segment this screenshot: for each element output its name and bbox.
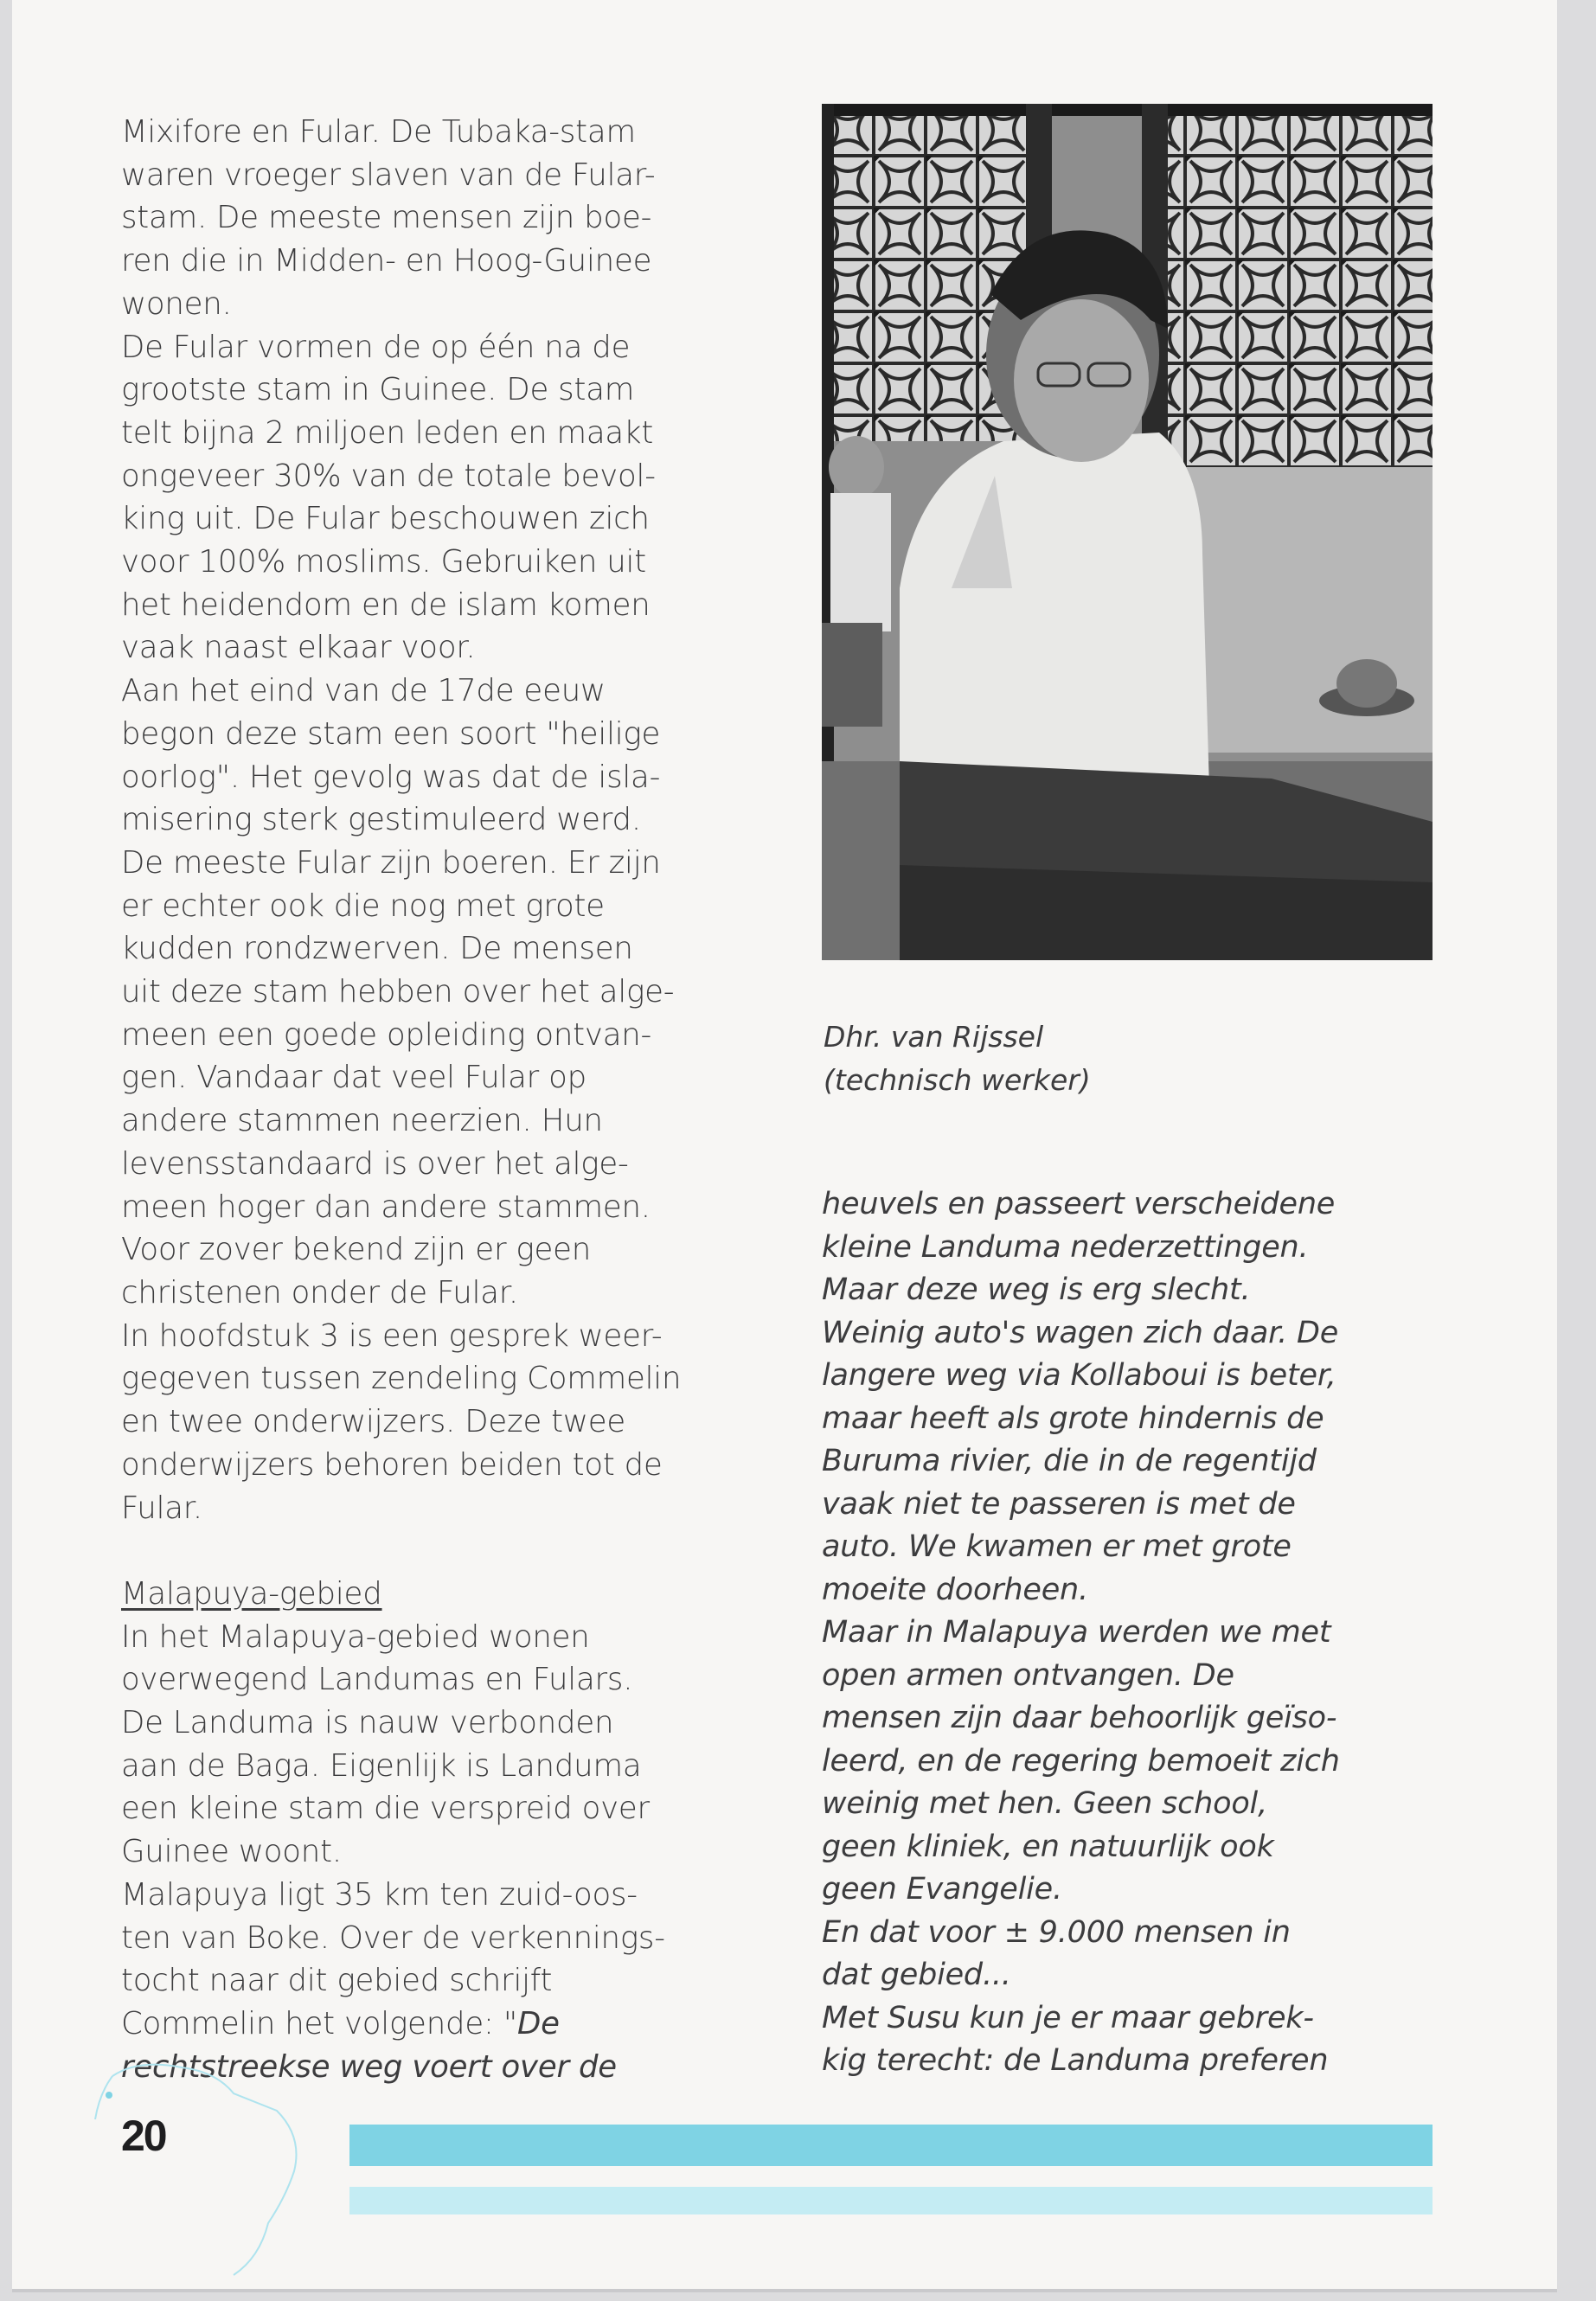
portrait-photo — [822, 104, 1433, 960]
paragraph-fular-population — [121, 326, 761, 670]
text-line: mensen zijn daar behoorlijk geïso- — [822, 1701, 1337, 1735]
text-line: begon deze stam een soort "heilige — [121, 715, 661, 752]
text-line: Buruma rivier, die in de regentijd — [822, 1444, 1317, 1478]
text-line: Met Susu kun je er maar gebrek- — [822, 2000, 1314, 2035]
text-line: Maar deze weg is erg slecht. — [822, 1272, 1251, 1307]
text-line: vaak niet te passeren is met de — [822, 1486, 1296, 1522]
text-line: meen een goede opleiding ontvan- — [121, 1016, 652, 1053]
text-line: En dat voor ± 9.000 mensen in — [822, 1914, 1291, 1950]
text-line: overwegend Landumas en Fulars. — [121, 1662, 633, 1698]
page-number: 20 — [121, 2112, 166, 2160]
section-heading: Malapuya-gebied — [121, 1575, 382, 1612]
text-line: auto. We kwamen er met grote — [822, 1529, 1292, 1564]
text-line: waren vroeger slaven van de Fular- — [121, 157, 656, 193]
text-line: levensstandaard is over het alge- — [121, 1145, 629, 1182]
caption-role: (technisch werker) — [824, 1063, 1091, 1097]
text-line: king uit. De Fular beschouwen zich — [121, 501, 650, 537]
text-line: De Fular vormen de op één na de — [121, 329, 631, 365]
text-line: heuvels en passeert verscheidene — [822, 1187, 1336, 1221]
text-line: langere weg via Kollaboui is beter, — [822, 1358, 1336, 1393]
text-line: Voor zover bekend zijn er geen — [121, 1232, 592, 1268]
text-line: open armen ontvangen. De — [822, 1657, 1234, 1693]
text-line: geen Evangelie. — [822, 1872, 1062, 1907]
paragraph-chapter-reference — [121, 1315, 761, 1530]
text-line: oorlog". Het gevolg was dat de isla- — [121, 759, 661, 795]
text-line: tocht naar dit gebied schrijft — [121, 1963, 553, 1999]
right-column-quote — [822, 1183, 1445, 2083]
text-line: Weinig auto's wagen zich daar. De — [822, 1315, 1339, 1350]
left-column-text — [121, 111, 761, 2088]
text-fragment: Commelin het volgende: " — [121, 2005, 517, 2041]
text-line: er echter ook die nog met grote — [121, 888, 605, 924]
text-line: aan de Baga. Eigenlijk is Landuma — [121, 1747, 642, 1784]
text-line: De meeste Fular zijn boeren. Er zijn — [121, 844, 661, 881]
paragraph-fular-history — [121, 670, 761, 1315]
text-line: stam. De meeste mensen zijn boe- — [121, 200, 652, 236]
text-line: wonen. — [121, 285, 232, 322]
quote-fragment: De — [516, 2005, 560, 2041]
blank-line — [121, 1529, 761, 1573]
paragraph-tribes — [121, 111, 761, 326]
text-line: ten van Boke. Over de verkennings- — [121, 1920, 665, 1956]
text-line: dat gebied... — [822, 1958, 1011, 1992]
text-line: weinig met hen. Geen school, — [822, 1786, 1267, 1821]
text-line: In het Malapuya-gebied wonen — [121, 1618, 590, 1655]
text-line: leerd, en de regering bemoeit zich — [822, 1743, 1340, 1779]
footer-light-bar — [349, 2187, 1433, 2214]
text-line: telt bijna 2 miljoen leden en maakt — [121, 414, 654, 451]
text-line: Aan het eind van de 17de eeuw — [121, 673, 606, 709]
text-line: kleine Landuma nederzettingen. — [822, 1229, 1309, 1265]
text-line: moeite doorheen. — [822, 1572, 1088, 1607]
text-line: Malapuya ligt 35 km ten zuid-oos- — [121, 1876, 638, 1913]
text-line: en twee onderwijzers. Deze twee — [121, 1404, 625, 1440]
text-line: christenen onder de Fular. — [121, 1274, 519, 1311]
africa-outline-icon — [87, 2059, 346, 2284]
footer-color-bar — [349, 2125, 1433, 2166]
text-line: De Landuma is nauw verbonden — [121, 1705, 614, 1740]
text-line: gegeven tussen zendeling Commelin — [121, 1361, 682, 1397]
photo-caption — [824, 1016, 1256, 1102]
text-line: Maar in Malapuya werden we met — [822, 1615, 1331, 1650]
quote-fragment: rechtstreekse weg voert over de — [121, 2048, 617, 2085]
text-line: grootste stam in Guinee. De stam — [121, 372, 635, 408]
text-line: maar heeft als grote hindernis de — [822, 1400, 1324, 1436]
text-line: vaak naast elkaar voor. — [121, 630, 476, 666]
text-line: andere stammen neerzien. Hun — [121, 1103, 603, 1139]
text-line: meen hoger dan andere stammen. — [121, 1189, 651, 1225]
text-line: In hoofdstuk 3 is een gesprek weer- — [121, 1317, 663, 1354]
text-line: voor 100% moslims. Gebruiken uit — [121, 544, 646, 580]
text-line: misering sterk gestimuleerd werd. — [121, 802, 641, 838]
paragraph-malapuya — [121, 1616, 761, 2089]
text-line: Guinee woont. — [121, 1834, 342, 1870]
text-line: onderwijzers behoren beiden tot de — [121, 1446, 663, 1483]
text-line: Mixifore en Fular. De Tubaka-stam — [121, 114, 636, 150]
text-line: gen. Vandaar dat veel Fular op — [121, 1060, 586, 1096]
caption-name: Dhr. van Rijssel — [824, 1020, 1044, 1054]
text-line: Fular. — [121, 1490, 203, 1526]
text-line: het heidendom en de islam komen — [121, 586, 651, 623]
text-line: ren die in Midden- en Hoog-Guinee — [121, 243, 652, 279]
photo-illustration — [822, 104, 1433, 960]
text-line: kig terecht: de Landuma preferen — [822, 2043, 1329, 2078]
text-line: ongeveer 30% van de totale bevol- — [121, 458, 656, 494]
text-line: een kleine stam die verspreid over — [121, 1791, 650, 1827]
page-edge — [12, 2289, 1557, 2292]
text-line — [121, 2003, 761, 2046]
text-line: geen kliniek, en natuurlijk ook — [822, 1829, 1274, 1864]
text-line: kudden rondzwerven. De mensen — [121, 931, 633, 967]
text-line: uit deze stam hebben over het alge- — [121, 974, 675, 1010]
